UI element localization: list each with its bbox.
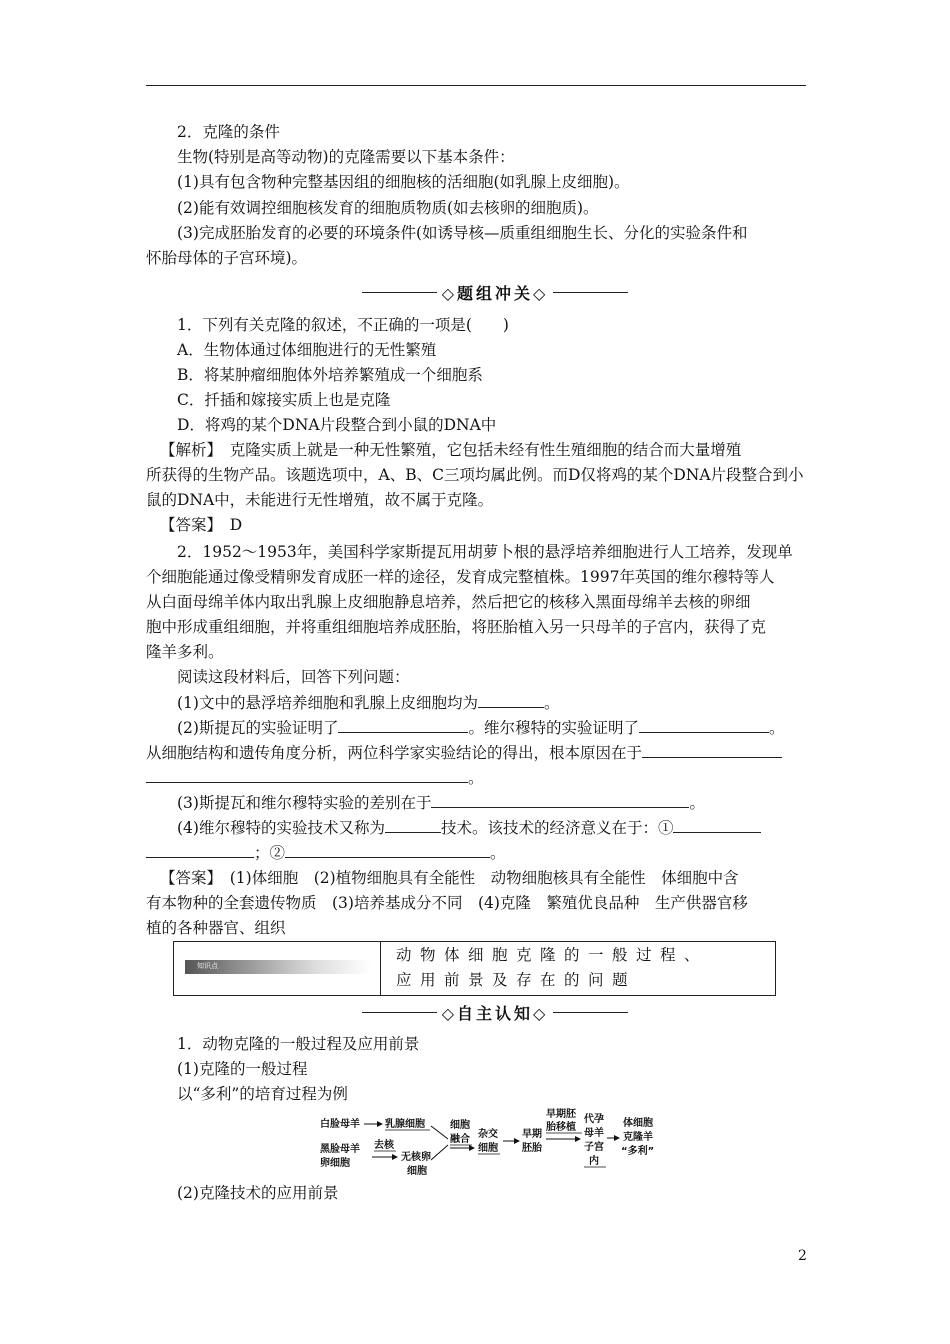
surrogate-label-cont: 内 — [589, 1156, 599, 1167]
q2-answer-cont: 植的各种器官、组织 — [146, 919, 286, 937]
page-number: 2 — [798, 1248, 807, 1264]
header-rule — [146, 85, 806, 86]
heading-clone-conditions: 2．克隆的条件 — [177, 123, 280, 141]
subheading-clone-process: 1．动物克隆的一般过程及应用前景 — [177, 1035, 420, 1053]
dolly-cloning-diagram — [318, 1108, 668, 1180]
knowledge-point-title-cont: 应用前景及存在的问题 — [396, 971, 637, 989]
result-label-cont: 克隆羊 — [623, 1132, 653, 1143]
q1-analysis: 【解析】 克隆实质上就是一种无性繁殖，它包括未经有性生殖细胞的结合而大量增殖 — [160, 441, 742, 459]
enucleated-egg-label-cont: 细胞 — [407, 1166, 427, 1177]
section-title-self-study: ◇自主认知◇ — [362, 1000, 628, 1024]
early-embryo-label-cont: 胚胎 — [522, 1143, 542, 1154]
q2-material: 隆羊多利。 — [146, 643, 224, 661]
q2-material: 个细胞能通过像受精卵发育成胚一样的途径，发育成完整植株。1997年英国的维尔穆特等人 — [146, 568, 775, 586]
q2-sub1: (1)文中的悬浮培养细胞和乳腺上皮细胞均为 。 — [177, 691, 559, 715]
q2-material: 从白面母绵羊体内取出乳腺上皮细胞静息培养，然后把它的核移入黑面母绵羊去核的卵细 — [146, 593, 751, 611]
q2-sub2-cont: 。 — [146, 766, 484, 790]
knowledge-point-title: 动物体细胞克隆的一般过程、 — [396, 946, 709, 964]
early-embryo-label: 早期 — [522, 1129, 542, 1140]
surrogate-label-cont: 子宫 — [584, 1142, 604, 1153]
q2-sub4-cont: ；② 。 — [146, 841, 506, 865]
q1-option-b: B．将某肿瘤细胞体外培养繁殖成一个细胞系 — [177, 366, 483, 384]
answer-blank — [673, 816, 761, 833]
q1-option-c: C．扦插和嫁接实质上也是克隆 — [177, 391, 391, 409]
answer-blank — [338, 716, 468, 733]
result-label: 体细胞 — [623, 1118, 653, 1129]
q2-answer: 【答案】 (1)体细胞 (2)植物细胞具有全能性 动物细胞核具有全能性 体细胞中含 — [160, 869, 739, 887]
enucleate-label: 去核 — [374, 1140, 394, 1151]
subheading-general-process: (1)克隆的一般过程 — [177, 1060, 308, 1078]
knowledge-point-label-cell — [174, 942, 381, 995]
answer-blank — [146, 766, 468, 783]
q2-sub3: (3)斯提瓦和维尔穆特实验的差别在于 。 — [177, 791, 705, 815]
black-ewe-label: 黑脸母羊 — [320, 1144, 360, 1155]
knowledge-point-box — [173, 941, 776, 996]
embryo-transfer-label-cont: 胎移植 — [546, 1122, 576, 1133]
answer-blank — [385, 816, 441, 833]
hybrid-cell-label-cont: 细胞 — [478, 1143, 498, 1154]
q1-stem: 1．下列有关克隆的叙述，不正确的一项是( ) — [177, 316, 509, 334]
example-dolly: 以“多利”的培育过程为例 — [177, 1085, 348, 1103]
q1-option-d: D．将鸡的某个DNA片段整合到小鼠的DNA中 — [177, 416, 497, 434]
paragraph: 生物(特别是高等动物)的克隆需要以下基本条件： — [177, 148, 515, 166]
q1-answer: 【答案】 D — [160, 516, 243, 534]
fusion-label: 细胞 — [450, 1120, 470, 1131]
condition-3: (3)完成胚胎发育的必要的环境条件(如诱导核—质重组细胞生长、分化的实验条件和 — [177, 224, 748, 242]
q2-sub4: (4)维尔穆特的实验技术又称为 技术。该技术的经济意义在于：① — [177, 816, 761, 840]
q2-prompt: 阅读这段材料后，回答下列问题： — [177, 668, 410, 686]
q2-sub2-cont: 从细胞结构和遗传角度分析，两位科学家实验结论的得出，根本原因在于 — [146, 741, 782, 765]
answer-blank — [478, 691, 544, 708]
q2-answer-cont: 有本物种的全套遗传物质 (3)培养基成分不同 (4)克隆 繁殖优良品种 生产供器官移 — [146, 894, 748, 912]
answer-blank — [642, 741, 782, 758]
mammary-cell-label: 乳腺细胞 — [385, 1119, 425, 1130]
white-ewe-label: 白脸母羊 — [320, 1119, 360, 1130]
condition-3-cont: 怀胎母体的子宫环境)。 — [146, 249, 308, 267]
section-title-practice: ◇题组冲关◇ — [362, 280, 628, 304]
q1-option-a: A．生物体通过体细胞进行的无性繁殖 — [177, 341, 437, 359]
q1-analysis-cont: 所获得的生物产品。该题选项中，A、B、C三项均属此例。而D仅将鸡的某个DNA片段整合到小 — [146, 466, 804, 484]
q2-sub2: (2)斯提瓦的实验证明了 。维尔穆特的实验证明了 。 — [177, 716, 785, 740]
q2-material: 2．1952～1953年，美国科学家斯提瓦用胡萝卜根的悬浮培养细胞进行人工培养，发现单 — [177, 543, 793, 561]
answer-blank — [639, 716, 769, 733]
q2-material: 胞中形成重组细胞，并将重组细胞培养成胚胎，将胚胎植入另一只母羊的子宫内，获得了克 — [146, 618, 767, 636]
knowledge-point-tag: 知识点 — [185, 960, 371, 974]
hybrid-cell-label: 杂交 — [478, 1129, 498, 1140]
answer-blank — [146, 841, 254, 858]
condition-2: (2)能有效调控细胞核发育的细胞质物质(如去核卵的细胞质)。 — [177, 199, 599, 217]
fusion-label-cont: 融合 — [450, 1134, 470, 1145]
surrogate-label: 代孕 — [584, 1114, 604, 1125]
embryo-transfer-label: 早期胚 — [546, 1109, 576, 1120]
answer-blank — [431, 791, 689, 808]
surrogate-label-cont: 母羊 — [584, 1128, 604, 1139]
egg-cell-label: 卵细胞 — [320, 1158, 350, 1169]
subheading-applications: (2)克隆技术的应用前景 — [177, 1184, 339, 1202]
q1-analysis-cont: 鼠的DNA中，未能进行无性增殖，故不属于克隆。 — [146, 491, 494, 509]
enucleated-egg-label: 无核卵 — [401, 1152, 431, 1163]
result-label-cont: “多利” — [621, 1146, 655, 1157]
answer-blank — [285, 841, 490, 858]
condition-1: (1)具有包含物种完整基因组的细胞核的活细胞(如乳腺上皮细胞)。 — [177, 173, 630, 191]
